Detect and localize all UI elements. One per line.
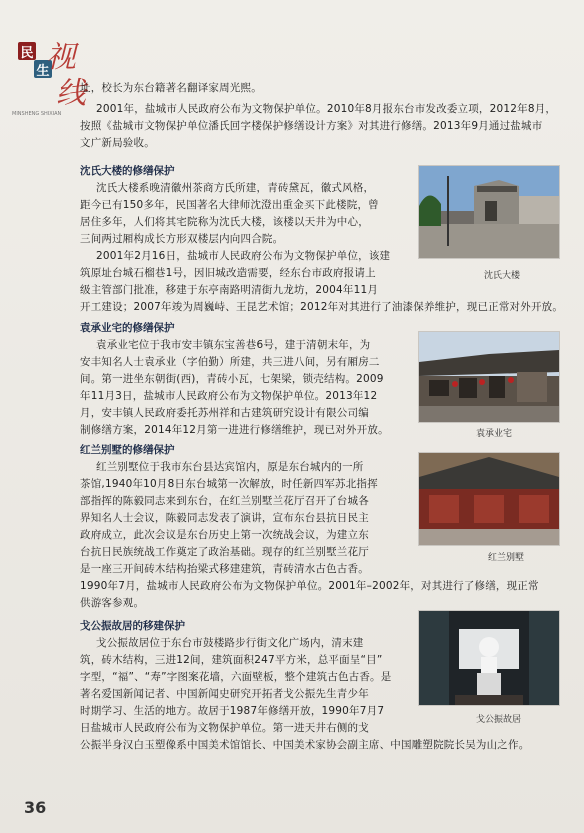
logo-char-big-2: 线 — [56, 76, 86, 111]
section-line: 茶馆,1940年10月8日东台城第一次解放，时任新四军苏北指挥 — [80, 478, 378, 490]
section-line: 制修缮方案，2014年12月第一进进行修缮维护，现已对外开放。 — [80, 424, 389, 436]
section-line: 沈氏大楼系晚清徽州茶商方氏所建，青砖黛瓦，徽式风格， — [96, 182, 375, 194]
paragraph-line: 文广新局验收。 — [80, 137, 155, 149]
section-title: 红兰别墅的修缮保护 — [80, 444, 175, 456]
logo-char-box-1: 民 — [18, 42, 36, 60]
section-line: 界知名人士会议，陈毅同志发表了演讲，宣布东台县抗日民主 — [80, 512, 369, 524]
section-line: 距今已有150多年，民国著名大律师沈澄出重金买下此楼院，曾 — [80, 199, 379, 211]
section-line: 月，安丰镇人民政府委托苏州祥和古建筑研究设计有限公司编 — [80, 407, 369, 419]
section-line: 年11月3日，盐城市人民政府公布为文物保护单位。2013年12 — [80, 390, 378, 402]
section-line: 筑，砖木结构，三进12间，建筑面积247平方米，总平面呈“目” — [80, 654, 383, 666]
section-line: 日盐城市人民政府公布为文物保护单位。第一进天井右侧的戈 — [80, 722, 369, 734]
section-line: 红兰别墅位于我市东台县达宾馆内，原是东台城内的一所 — [96, 461, 364, 473]
photo-caption: 袁承业宅 — [476, 429, 513, 439]
section-line: 是一座三开间砖木结构抬梁式移建建筑，青砖清水古色古香。 — [80, 563, 369, 575]
photo-shen-building-image — [419, 166, 559, 258]
section-line: 部指挥的陈毅同志来到东台，在红兰别墅兰花厅召开了台城各 — [80, 495, 369, 507]
section-line: 供游客参观。 — [80, 597, 145, 609]
section-line: 政府成立，此次会议是东台历史上第一次统战会议，为建立东 — [80, 529, 369, 541]
section-line: 安丰知名人士袁承业（字伯勤）所建，共三进八间，另有厢房二 — [80, 356, 380, 368]
page-number: 36 — [24, 798, 47, 817]
section-line: 筑原址台城石榴巷1号，因旧城改造需要，经东台市政府报请上 — [80, 267, 376, 279]
section-line: 戈公振故居位于东台市鼓楼路步行街文化广场内，清末建 — [96, 637, 364, 649]
section-line: 级主管部门批准，移建于东亭南路明清街九龙坊，2004年11月 — [80, 284, 379, 296]
section-line: 时期学习、生活的地方。故居于1987年修缮开放，1990年7月7 — [80, 705, 385, 717]
section-line: 2001年2月16日，盐城市人民政府公布为文物保护单位，该建 — [96, 250, 391, 262]
section-line: 袁承业宅位于我市安丰镇东宝善巷6号，建于清朝末年，为 — [96, 339, 371, 351]
photo-gegongzhen-house-image — [419, 611, 559, 705]
paragraph-line: 址，校长为东台籍著名翻译家周光熙。 — [80, 82, 262, 94]
logo-char-box-2: 生 — [34, 60, 52, 78]
photo-yuan-residence — [418, 331, 560, 423]
section-line: 1990年7月，盐城市人民政府公布为文物保护单位。2001年–2002年，对其进行了修缮，现正常 — [80, 580, 539, 592]
logo-char-big-1: 视 — [46, 40, 76, 75]
paragraph-line: 2001年，盐城市人民政府公布为文物保护单位。2010年8月报东台市发改委立项，2012年8月， — [96, 103, 557, 115]
photo-caption: 戈公振故居 — [476, 715, 522, 725]
section-line: 公振半身汉白玉塑像系中国美术馆馆长、中国美术家协会副主席、中国雕塑院院长吴为山之作。 — [80, 739, 530, 751]
photo-caption: 红兰别墅 — [488, 553, 525, 563]
section-line: 居住多年，人们将其宅院称为沈氏大楼，该楼以天井为中心， — [80, 216, 369, 228]
section-line: 间。第一进坐东朝街(西)，青砖小瓦，七架梁，锁壳结构。2009 — [80, 373, 384, 385]
photo-honglan-villa — [418, 452, 560, 546]
photo-yuan-residence-image — [419, 332, 559, 422]
section-line: 字型，“福”、“寿”字图案花墙，六面壁板，整个建筑古色古香。是 — [80, 671, 392, 683]
section-title: 袁承业宅的修缮保护 — [80, 322, 175, 334]
section-line: 著名爱国新闻记者、中国新闻史研究开拓者戈公振先生青少年 — [80, 688, 369, 700]
paragraph-line: 按照《盐城市文物保护单位潘氏回字楼保护修缮设计方案》对其进行修缮。2013年9月通过盐城市 — [80, 120, 543, 132]
photo-gegongzhen-house — [418, 610, 560, 706]
photo-caption: 沈氏大楼 — [484, 271, 521, 281]
section-line: 台抗日民族统战工作奠定了政治基础。现存的红兰别墅兰花厅 — [80, 546, 369, 558]
section-line: 开工建设；2007年竣为周巍峙、王昆艺术馆；2012年对其进行了油漆保养维护，现已正常对外开放。 — [80, 301, 564, 313]
photo-honglan-villa-image — [419, 453, 559, 545]
logo-pinyin: MINSHENG SHIXIAN — [12, 111, 62, 117]
photo-shen-building — [418, 165, 560, 259]
section-title: 沈氏大楼的修缮保护 — [80, 165, 175, 177]
section-title: 戈公振故居的移建保护 — [80, 620, 185, 632]
column-logo — [12, 18, 90, 117]
section-line: 三间两过厢构成长方形双楼层内向四合院。 — [80, 233, 284, 245]
